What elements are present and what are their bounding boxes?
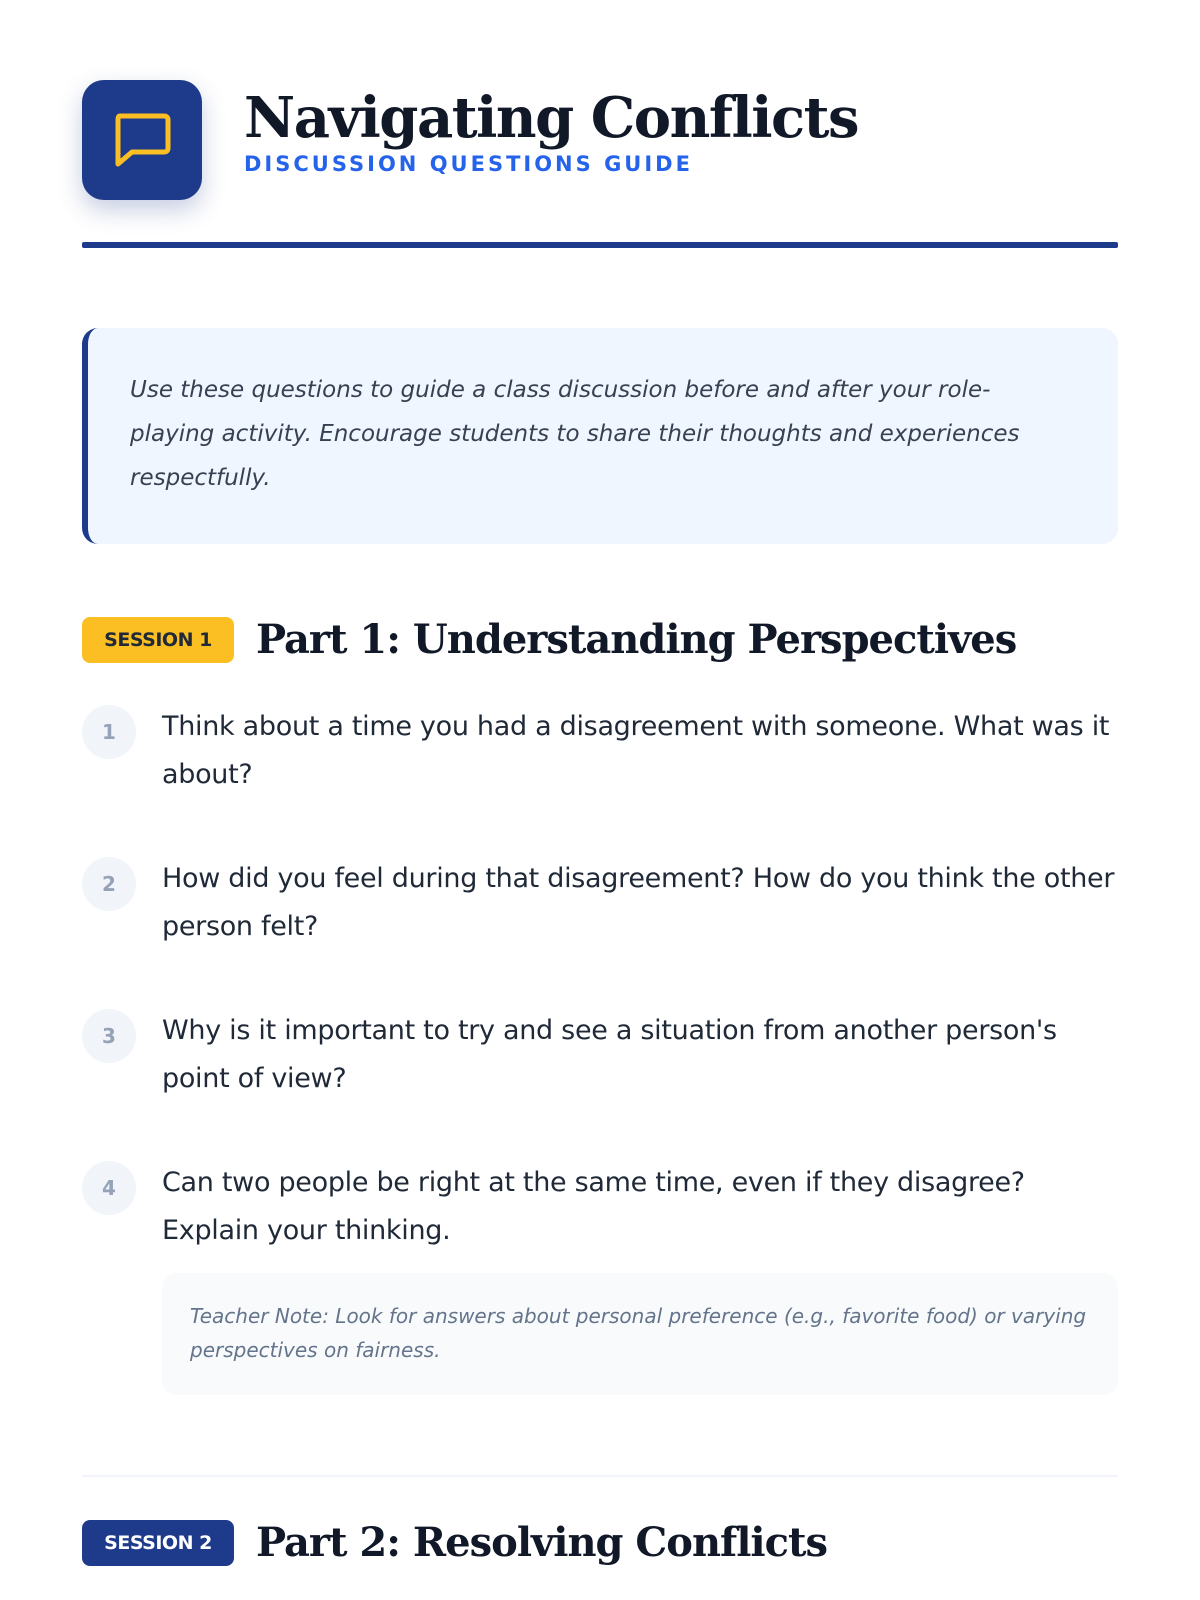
section-title-2: Part 2: Resolving Conflicts: [256, 1519, 827, 1566]
question-item: [82, 855, 1118, 951]
section-heading-2: [82, 1519, 1118, 1566]
header-divider: [82, 242, 1118, 248]
logo-badge: [82, 80, 202, 200]
section-divider: [82, 1475, 1118, 1477]
session-badge-1: SESSION 1: [82, 617, 234, 663]
question-text: Can two people be right at the same time, even if they disagree? Explain your thinking.: [162, 1167, 1025, 1246]
question-item: [82, 1159, 1118, 1395]
session-badge-2: SESSION 2: [82, 1520, 234, 1566]
section-title-1: Part 1: Understanding Perspectives: [256, 616, 1017, 663]
page-title: Navigating Conflicts: [244, 85, 858, 151]
page-header: [82, 80, 1118, 200]
question-number: 1: [82, 705, 136, 759]
intro-callout: [82, 328, 1118, 544]
section-heading-1: [82, 616, 1118, 663]
question-number: 3: [82, 1009, 136, 1063]
question-text: How did you feel during that disagreement? How do you think the other person felt?: [162, 863, 1115, 942]
question-list: [82, 703, 1118, 1395]
title-group: [244, 85, 858, 176]
question-item: [82, 703, 1118, 799]
question-number: 4: [82, 1161, 136, 1215]
teacher-note: Teacher Note: Look for answers about personal preference (e.g., favorite food) or varying perspectives on fairness.: [162, 1273, 1118, 1395]
question-number: 2: [82, 857, 136, 911]
page-subtitle: DISCUSSION QUESTIONS GUIDE: [244, 152, 693, 176]
question-item: [82, 1007, 1118, 1103]
speech-bubble-icon: [110, 110, 174, 170]
question-text: Think about a time you had a disagreement with someone. What was it about?: [162, 711, 1110, 790]
intro-text: Use these questions to guide a class discussion before and after your role-playing activity. Encourage students to share their thoughts and experiences respectfully.: [130, 377, 1020, 491]
question-text: Why is it important to try and see a situation from another person's point of view?: [162, 1015, 1057, 1094]
